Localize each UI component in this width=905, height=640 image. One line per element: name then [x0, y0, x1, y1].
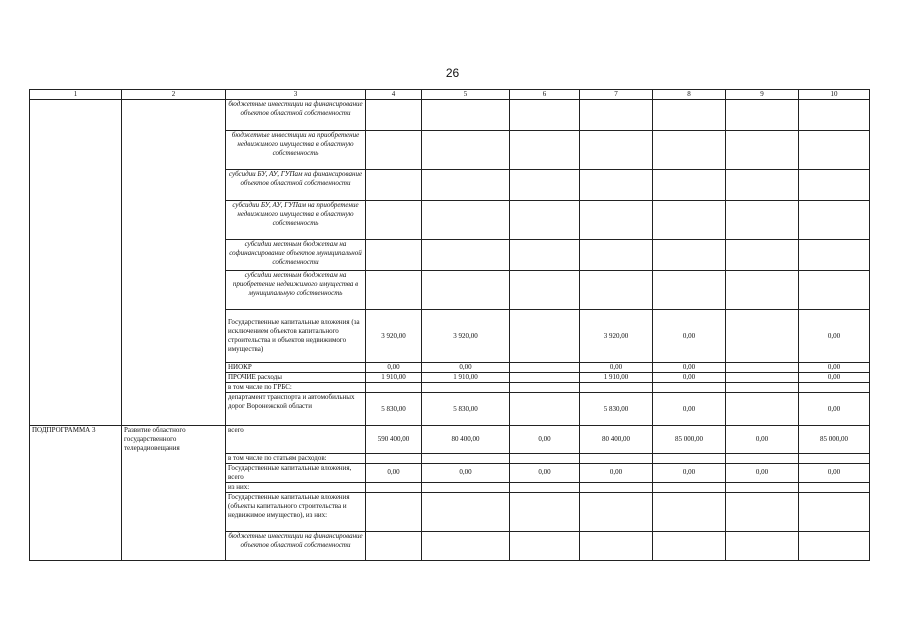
- value-cell: [726, 492, 799, 531]
- expense-item-cell: бюджетные инвестиции на финансирование объектов областной собственности: [226, 100, 366, 131]
- table-row: [30, 271, 870, 310]
- value-cell: 80 400,00: [580, 426, 653, 454]
- table-row: [30, 426, 870, 454]
- value-cell: [726, 310, 799, 363]
- value-cell: [580, 453, 653, 463]
- value-cell: [366, 100, 422, 131]
- value-cell: [726, 393, 799, 426]
- value-cell: [366, 383, 422, 393]
- table-row: [30, 131, 870, 170]
- value-cell: [580, 531, 653, 560]
- program-name-cell: [122, 310, 226, 363]
- table-row: [30, 240, 870, 271]
- column-header: 1: [30, 90, 122, 100]
- expense-item-cell: департамент транспорта и автомобильных дорог Воронежской области: [226, 393, 366, 426]
- program-cell: [30, 363, 122, 373]
- value-cell: [726, 271, 799, 310]
- program-cell: [30, 240, 122, 271]
- value-cell: [580, 482, 653, 492]
- value-cell: [653, 240, 726, 271]
- program-cell: [30, 383, 122, 393]
- value-cell: 1 910,00: [366, 373, 422, 383]
- value-cell: [422, 100, 510, 131]
- value-cell: 1 910,00: [422, 373, 510, 383]
- value-cell: [510, 363, 580, 373]
- value-cell: 0,00: [799, 373, 870, 383]
- value-cell: [653, 201, 726, 240]
- expense-item-cell: бюджетные инвестиции на финансирование объектов областной собственности: [226, 531, 366, 560]
- expense-item-cell: субсидии БУ, АУ, ГУПам на финансирование объектов областной собственности: [226, 170, 366, 201]
- value-cell: [653, 131, 726, 170]
- value-cell: [510, 393, 580, 426]
- value-cell: 85 000,00: [653, 426, 726, 454]
- value-cell: [799, 453, 870, 463]
- table-row: [30, 383, 870, 393]
- expense-item-cell: НИОКР: [226, 363, 366, 373]
- program-cell: [30, 393, 122, 426]
- value-cell: 3 920,00: [422, 310, 510, 363]
- program-name-cell: [122, 463, 226, 482]
- value-cell: [366, 482, 422, 492]
- value-cell: [510, 170, 580, 201]
- value-cell: 0,00: [799, 310, 870, 363]
- value-cell: [726, 363, 799, 373]
- program-name-cell: [122, 393, 226, 426]
- value-cell: [510, 271, 580, 310]
- value-cell: [510, 531, 580, 560]
- value-cell: 590 400,00: [366, 426, 422, 454]
- program-name-cell: [122, 453, 226, 463]
- value-cell: [580, 492, 653, 531]
- value-cell: [510, 373, 580, 383]
- program-name-cell: [122, 170, 226, 201]
- value-cell: 5 830,00: [580, 393, 653, 426]
- value-cell: [366, 492, 422, 531]
- value-cell: [510, 492, 580, 531]
- value-cell: [422, 492, 510, 531]
- value-cell: [422, 170, 510, 201]
- program-name-cell: [122, 492, 226, 531]
- table-row: [30, 492, 870, 531]
- value-cell: [422, 531, 510, 560]
- value-cell: [799, 531, 870, 560]
- value-cell: [580, 170, 653, 201]
- value-cell: 5 830,00: [366, 393, 422, 426]
- table-row: [30, 482, 870, 492]
- value-cell: [422, 453, 510, 463]
- value-cell: [726, 453, 799, 463]
- value-cell: [366, 201, 422, 240]
- program-cell: ПОДПРОГРАММА 3: [30, 426, 122, 454]
- table-row: [30, 363, 870, 373]
- value-cell: [510, 383, 580, 393]
- column-header: 5: [422, 90, 510, 100]
- value-cell: [799, 100, 870, 131]
- value-cell: [366, 170, 422, 201]
- value-cell: [653, 170, 726, 201]
- value-cell: [726, 170, 799, 201]
- value-cell: [422, 482, 510, 492]
- page-number: 26: [445, 66, 460, 80]
- program-cell: [30, 100, 122, 131]
- value-cell: [653, 100, 726, 131]
- value-cell: 85 000,00: [799, 426, 870, 454]
- budget-table: [29, 89, 870, 561]
- expense-item-cell: из них:: [226, 482, 366, 492]
- value-cell: [510, 131, 580, 170]
- program-cell: [30, 463, 122, 482]
- value-cell: [726, 100, 799, 131]
- value-cell: [366, 240, 422, 271]
- column-header: 4: [366, 90, 422, 100]
- program-cell: [30, 492, 122, 531]
- value-cell: 0,00: [422, 463, 510, 482]
- value-cell: [510, 453, 580, 463]
- table-row: [30, 393, 870, 426]
- program-name-cell: [122, 201, 226, 240]
- value-cell: [653, 492, 726, 531]
- table-row: [30, 531, 870, 560]
- value-cell: 0,00: [799, 363, 870, 373]
- program-name-cell: [122, 373, 226, 383]
- table-row: [30, 310, 870, 363]
- program-name-cell: [122, 531, 226, 560]
- program-name-cell: Развитие областного государственного телерадиовещания: [122, 426, 226, 454]
- value-cell: [726, 531, 799, 560]
- value-cell: 0,00: [653, 393, 726, 426]
- table-row: [30, 201, 870, 240]
- value-cell: 0,00: [653, 310, 726, 363]
- value-cell: [799, 271, 870, 310]
- expense-item-cell: в том числе по статьям расходов:: [226, 453, 366, 463]
- program-cell: [30, 453, 122, 463]
- expense-item-cell: бюджетные инвестиции на приобретение недвижимого имущества в областную собственность: [226, 131, 366, 170]
- value-cell: [366, 531, 422, 560]
- value-cell: 0,00: [799, 463, 870, 482]
- value-cell: [799, 492, 870, 531]
- value-cell: 0,00: [510, 426, 580, 454]
- program-name-cell: [122, 363, 226, 373]
- program-cell: [30, 170, 122, 201]
- value-cell: [366, 271, 422, 310]
- value-cell: [580, 131, 653, 170]
- value-cell: 0,00: [653, 373, 726, 383]
- value-cell: [580, 271, 653, 310]
- program-cell: [30, 201, 122, 240]
- table-row: [30, 170, 870, 201]
- value-cell: 0,00: [366, 463, 422, 482]
- value-cell: [422, 383, 510, 393]
- value-cell: 0,00: [653, 363, 726, 373]
- value-cell: [726, 131, 799, 170]
- table-row: [30, 373, 870, 383]
- value-cell: [653, 453, 726, 463]
- value-cell: 5 830,00: [422, 393, 510, 426]
- value-cell: [726, 373, 799, 383]
- program-cell: [30, 482, 122, 492]
- value-cell: [366, 453, 422, 463]
- program-name-cell: [122, 240, 226, 271]
- value-cell: 0,00: [510, 463, 580, 482]
- value-cell: [653, 383, 726, 393]
- expense-item-cell: Государственные капитальные вложения (за исключением объектов капитального строительства и объектов недвижимого имущества): [226, 310, 366, 363]
- value-cell: [510, 482, 580, 492]
- value-cell: [510, 100, 580, 131]
- value-cell: [366, 131, 422, 170]
- value-cell: 0,00: [726, 426, 799, 454]
- value-cell: [799, 383, 870, 393]
- expense-item-cell: в том числе по ГРБС:: [226, 383, 366, 393]
- program-name-cell: [122, 383, 226, 393]
- value-cell: 0,00: [726, 463, 799, 482]
- column-header: 8: [653, 90, 726, 100]
- column-header: 10: [799, 90, 870, 100]
- column-header: 7: [580, 90, 653, 100]
- program-name-cell: [122, 131, 226, 170]
- column-header: 3: [226, 90, 366, 100]
- value-cell: 3 920,00: [580, 310, 653, 363]
- program-cell: [30, 131, 122, 170]
- program-cell: [30, 271, 122, 310]
- table-row: [30, 463, 870, 482]
- value-cell: [653, 482, 726, 492]
- value-cell: [580, 100, 653, 131]
- value-cell: 0,00: [580, 463, 653, 482]
- expense-item-cell: субсидии БУ, АУ, ГУПам на приобретение недвижимого имущества в областную собственность: [226, 201, 366, 240]
- expense-item-cell: субсидии местным бюджетам на софинансирование объектов муниципальной собственности: [226, 240, 366, 271]
- value-cell: [510, 310, 580, 363]
- value-cell: [510, 240, 580, 271]
- value-cell: 0,00: [366, 363, 422, 373]
- column-header: 6: [510, 90, 580, 100]
- expense-item-cell: субсидии местным бюджетам на приобретение недвижимого имущества в муниципальную собственность: [226, 271, 366, 310]
- value-cell: [799, 240, 870, 271]
- value-cell: 0,00: [653, 463, 726, 482]
- column-header: 9: [726, 90, 799, 100]
- value-cell: 0,00: [580, 363, 653, 373]
- value-cell: [510, 201, 580, 240]
- program-cell: [30, 531, 122, 560]
- value-cell: [580, 240, 653, 271]
- value-cell: [653, 271, 726, 310]
- column-number-header: [30, 90, 870, 100]
- value-cell: 1 910,00: [580, 373, 653, 383]
- program-name-cell: [122, 100, 226, 131]
- column-header: 2: [122, 90, 226, 100]
- program-name-cell: [122, 482, 226, 492]
- value-cell: [422, 271, 510, 310]
- value-cell: [422, 201, 510, 240]
- program-name-cell: [122, 271, 226, 310]
- program-cell: [30, 373, 122, 383]
- value-cell: [422, 240, 510, 271]
- value-cell: [580, 201, 653, 240]
- value-cell: 80 400,00: [422, 426, 510, 454]
- program-cell: [30, 310, 122, 363]
- value-cell: 0,00: [422, 363, 510, 373]
- value-cell: [726, 383, 799, 393]
- value-cell: [726, 201, 799, 240]
- value-cell: [653, 531, 726, 560]
- value-cell: [726, 482, 799, 492]
- value-cell: 3 920,00: [366, 310, 422, 363]
- expense-item-cell: Государственные капитальные вложения (объекты капитального строительства и недвижимое имущество), из них:: [226, 492, 366, 531]
- table-row: [30, 453, 870, 463]
- value-cell: [726, 240, 799, 271]
- table-row: [30, 100, 870, 131]
- expense-item-cell: ПРОЧИЕ расходы: [226, 373, 366, 383]
- expense-item-cell: всего: [226, 426, 366, 454]
- value-cell: [799, 131, 870, 170]
- value-cell: [799, 201, 870, 240]
- value-cell: [799, 170, 870, 201]
- expense-item-cell: Государственные капитальные вложения, всего: [226, 463, 366, 482]
- value-cell: [580, 383, 653, 393]
- value-cell: [799, 482, 870, 492]
- value-cell: 0,00: [799, 393, 870, 426]
- value-cell: [422, 131, 510, 170]
